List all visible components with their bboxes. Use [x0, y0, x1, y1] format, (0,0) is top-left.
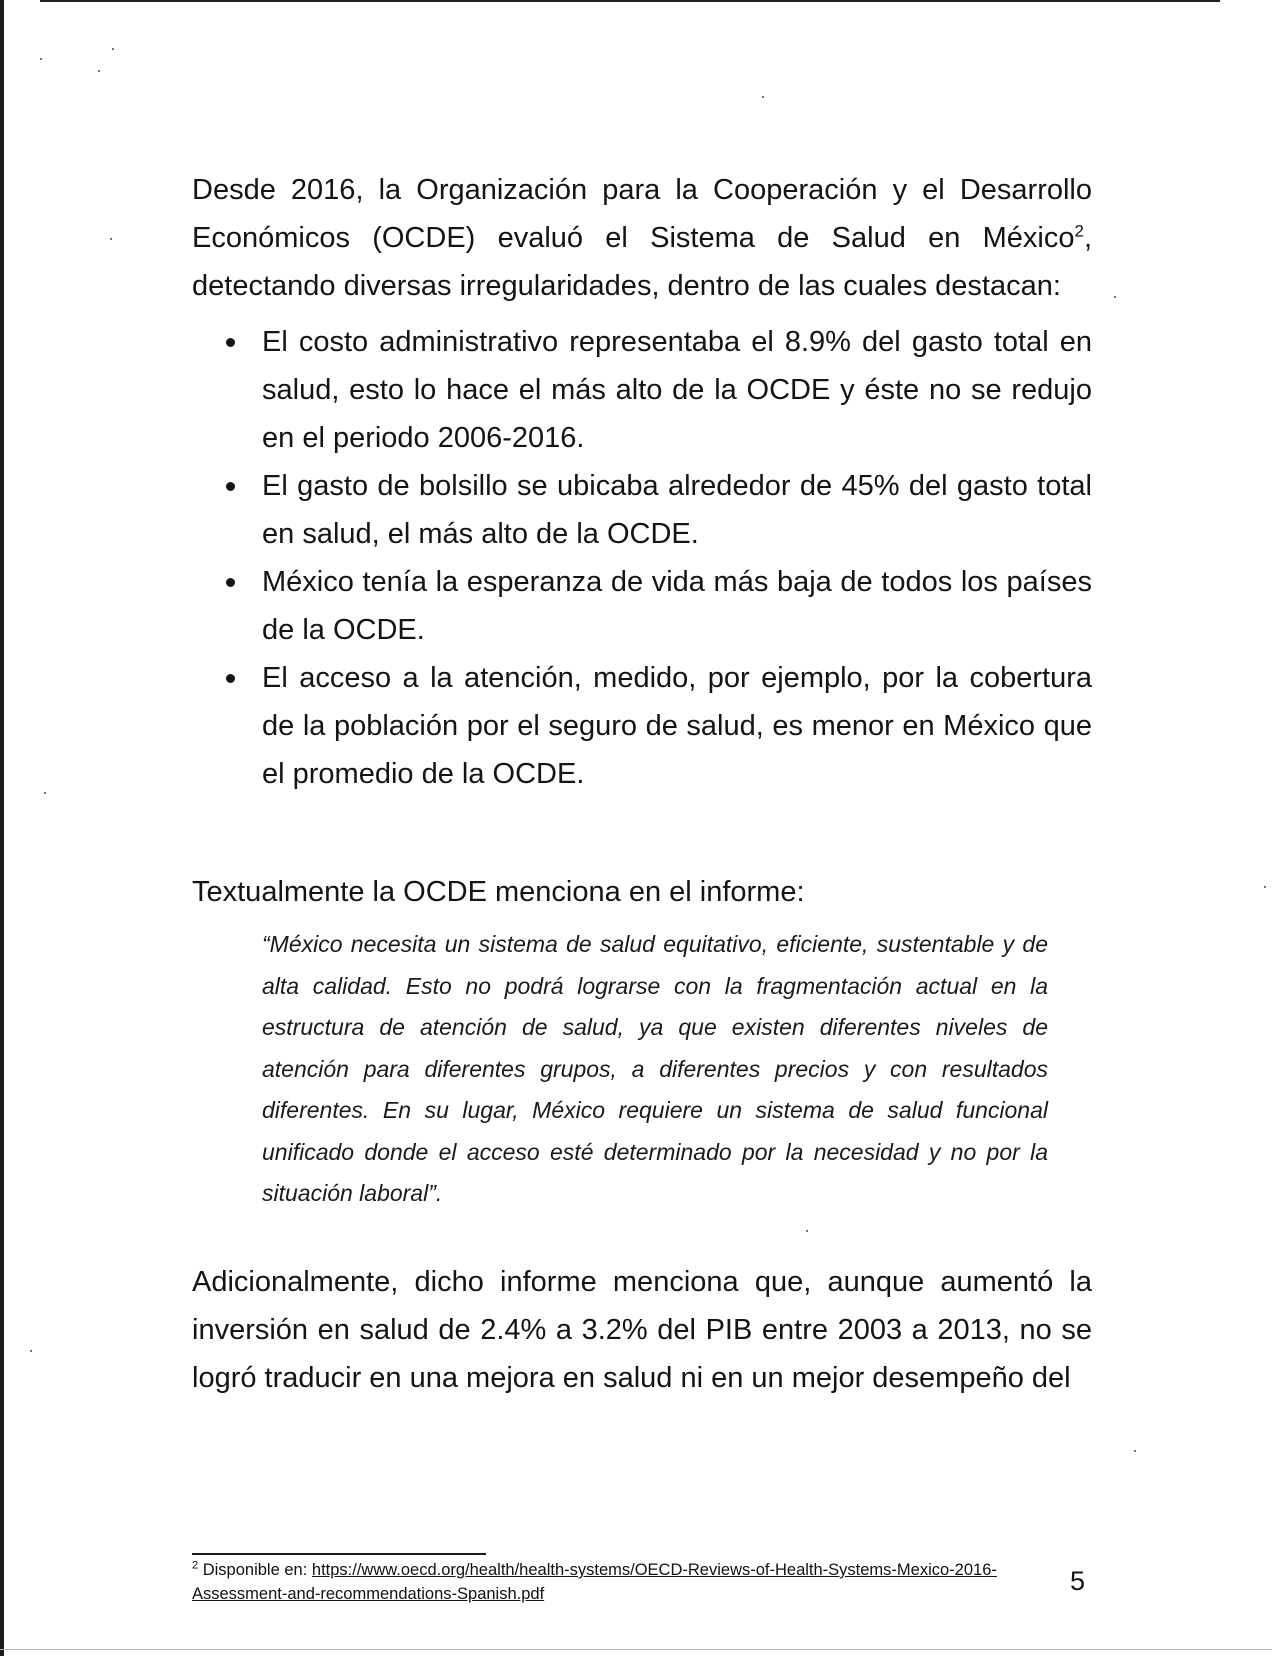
scan-speck: [762, 96, 764, 98]
block-quote: “México necesita un sistema de salud equitativo, eficiente, sustentable y de alta calidad. Esto no podrá lograrse con la fragmentación actual en la estructura de atención de salud, ya que existen diferentes niveles de atención para diferentes grupos, a diferentes precios y con resultados diferentes. En su lugar, México requiere un sistema de salud funcional unificado donde el acceso esté determinado por la necesidad y no por la situación laboral”.: [262, 931, 1048, 1206]
list-item: [226, 462, 1092, 558]
scan-speck: [110, 238, 112, 240]
footnote-label: Disponible en:: [202, 1561, 308, 1579]
scan-speck: [112, 48, 114, 50]
scan-edge-left: [0, 0, 4, 1656]
bullet-icon: [226, 338, 235, 347]
intro-text: Desde 2016, la Organización para la Cooperación y el Desarrollo Económicos (OCDE) evaluó el Sistema de Salud en México: [192, 174, 1092, 254]
scan-speck: [40, 58, 42, 60]
scan-edge-top: [40, 0, 1220, 2]
list-item: [226, 558, 1092, 654]
bullet-icon: [226, 482, 235, 491]
scan-speck: [44, 792, 46, 794]
findings-list: [226, 318, 1092, 798]
page-number: 5: [1070, 1566, 1086, 1596]
bullet-icon: [226, 578, 235, 587]
footnote: [192, 1558, 1092, 1606]
intro-paragraph: [192, 166, 1092, 310]
closing-paragraph: Adicionalmente, dicho informe menciona que, aunque aumentó la inversión en salud de 2.4% a 3.2% del PIB entre 2003 a 2013, no se logró traducir en una mejora en salud ni en un mejor desempeño del: [192, 1266, 1092, 1394]
footnote-number: 2: [192, 1559, 199, 1572]
scan-edge-bottom: [0, 1649, 1272, 1650]
quote-intro: Textualmente la OCDE menciona en el informe:: [192, 876, 805, 908]
list-item-text: El costo administrativo representaba el 8.9% del gasto total en salud, esto lo hace el más alto de la OCDE y éste no se redujo en el periodo 2006-2016.: [262, 326, 1092, 454]
scan-speck: [30, 1350, 32, 1352]
scan-speck: [806, 1230, 808, 1232]
list-item: [226, 654, 1092, 798]
footnote-separator: [192, 1553, 486, 1555]
list-item: [226, 318, 1092, 462]
list-item-text: El acceso a la atención, medido, por ejemplo, por la cobertura de la población por el seguro de salud, es menor en México que el promedio de la OCDE.: [262, 662, 1092, 790]
footnote-link[interactable]: https://www.oecd.org/health/health-systems/OECD-Reviews-of-Health-Systems-Mexico-2016-Assessment-and-recommendations-Spanish.pdf: [192, 1561, 997, 1603]
intro-text-continued: , detectando diversas irregularidades, dentro de las cuales destacan:: [192, 222, 1092, 302]
list-item-text: México tenía la esperanza de vida más baja de todos los países de la OCDE.: [262, 566, 1092, 646]
bullet-icon: [226, 674, 235, 683]
scan-speck: [1264, 886, 1266, 888]
scan-speck: [1114, 296, 1116, 298]
list-item-text: El gasto de bolsillo se ubicaba alrededor de 45% del gasto total en salud, el más alto de la OCDE.: [262, 470, 1092, 550]
scan-speck: [98, 70, 100, 72]
scan-speck: [1134, 1450, 1136, 1452]
footnote-reference[interactable]: 2: [1074, 221, 1084, 241]
